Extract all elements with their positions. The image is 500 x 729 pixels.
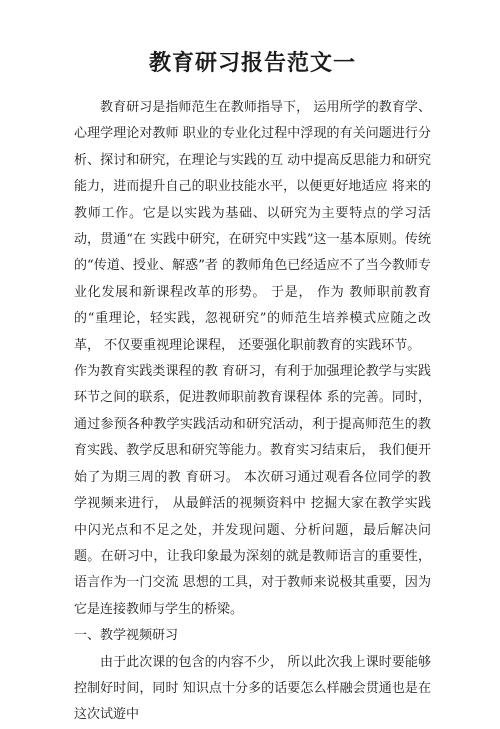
body-paragraph-1: 教育研习是指师范生在教师指导下， 运用所学的教育学、 心理学理论对教师 职业的专业化过程中浮现的有关问题进行分析、探讨和研究，在理论与实践的互 动中提高反思能力和研究能力，进而提升自己的职业技能水平，以便更好地适应 将来的教师工作。它是以实践为基础、以研究为主要特点的学习活动，贯通“在 实践中研究，在研究中实践”这一基本原则。传统的“传道、授业、解惑”者 的教师角色已经适应不了当今教师专业化发展和新课程改革的形势。 于是， 作为 教师职前教育的“重理论，轻实践，忽视研究”的师范生培养模式应随之改革， 不仅要重视理论课程， 还要强化职前教育的实践环节。 [74,100,431,353]
section-heading: 一、教学视频研习 [74,628,179,644]
document-title: 教育研习报告范文一 [148,50,356,76]
body-paragraph-2: 作为教育实践类课程的教 育研习，有利于加强理论教学与实践环节之间的联系，促进教师职前教育课程体 系的完善。同时，通过参预各种教学实践活动和研究活动，利于提高师范生的教 育实践、教学反思和研究等能力。教育实习结束后， 我们便开始了为期三周的教 育研习。 本次研习通过观看各位同学的教学视频来进行， 从最鲜活的视频资料中 挖掘大家在教学实践中闪光点和不足之处，并发现问题、分析问题，最后解决问 题。在研习中，让我印象最为深刻的就是教师语言的重要性，语言作为一门交流 思想的工具，对于教师来说极其重要，因为它是连接教师与学生的桥梁。 [74,364,431,617]
body-paragraph-3: 由于此次课的包含的内容不少， 所以此次我上课时要能够控制好时间，同时 知识点十分多的话要怎么样融会贯通也是在这次试遊中 [74,654,431,723]
